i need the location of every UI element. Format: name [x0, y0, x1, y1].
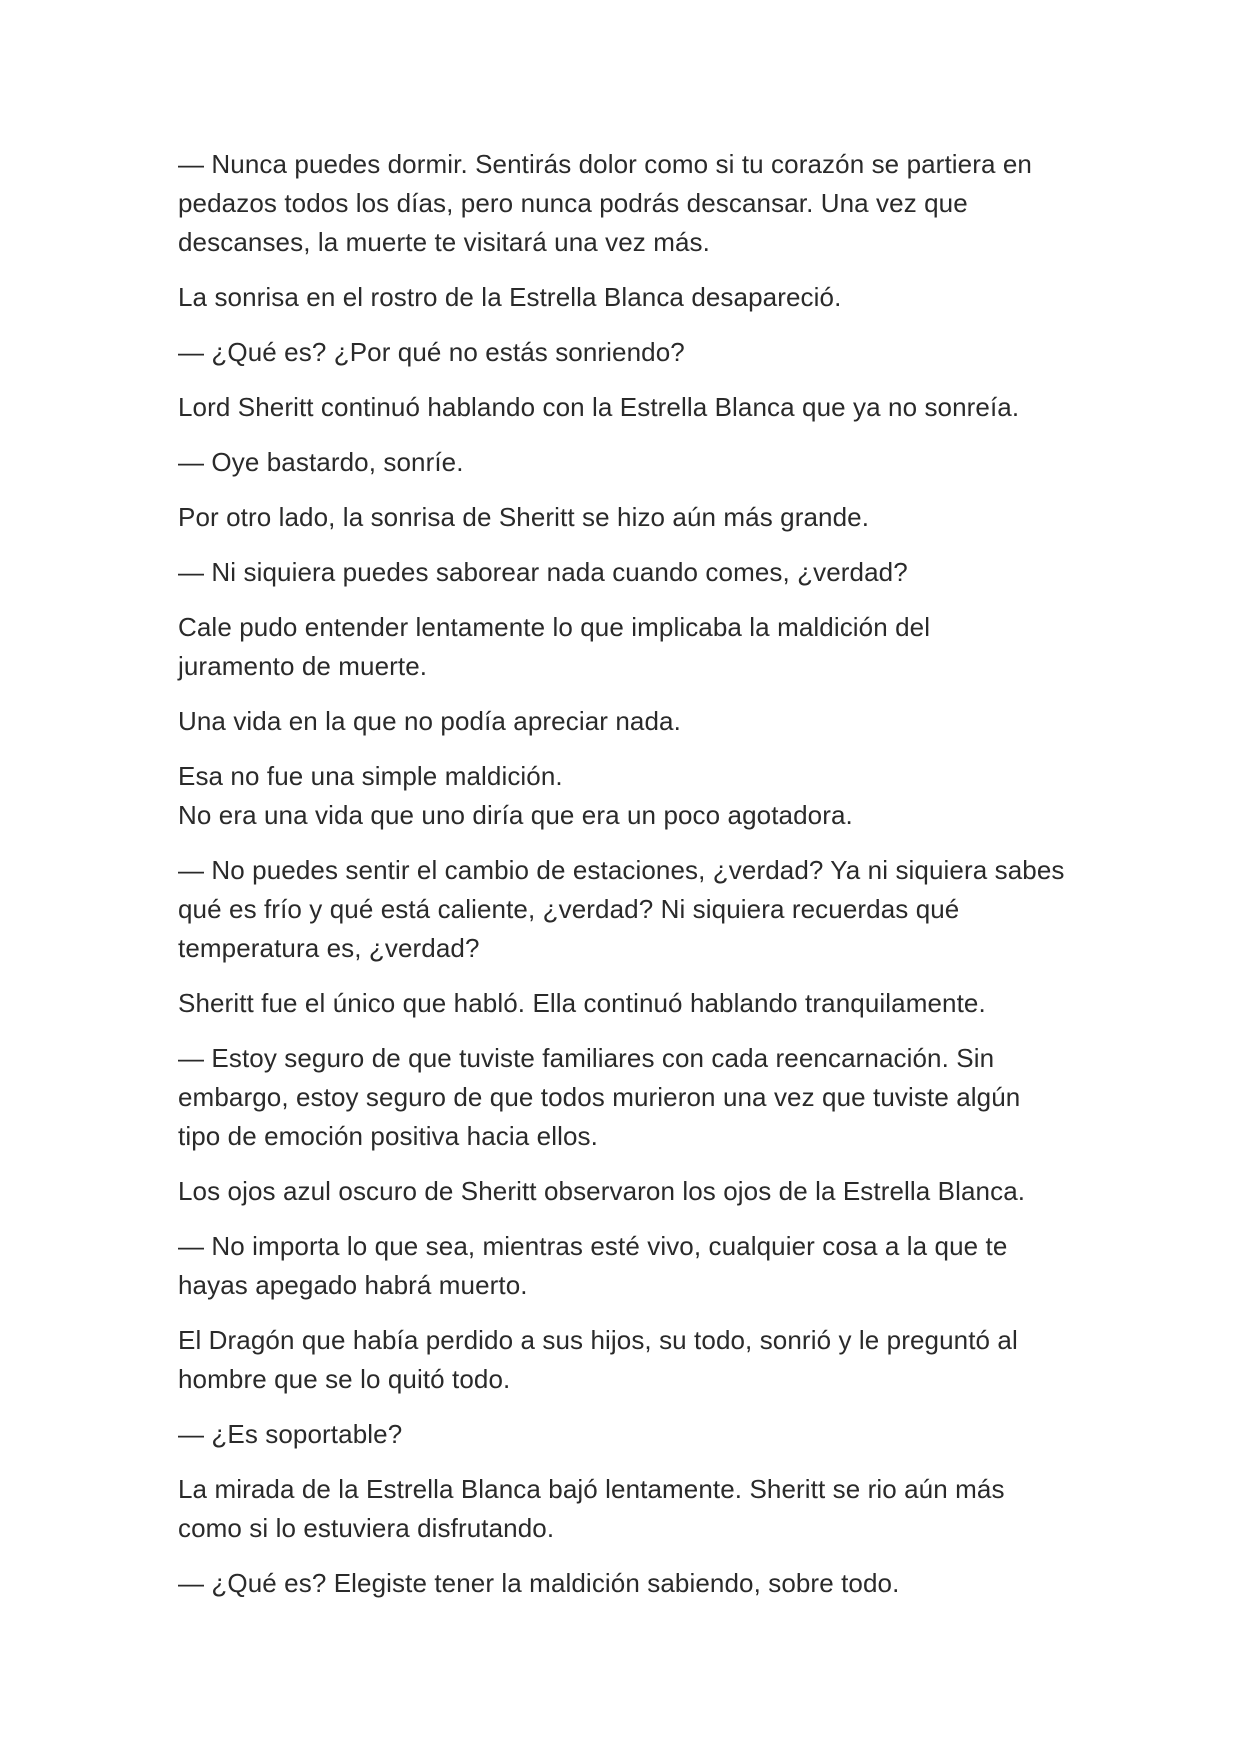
text-line: No era una vida que uno diría que era un poco agotadora.: [178, 800, 853, 830]
paragraph: [178, 1039, 1078, 1156]
paragraph: [178, 1227, 1078, 1305]
text-line: descanses, la muerte te visitará una vez más.: [178, 227, 710, 257]
text-line: El Dragón que había perdido a sus hijos, su todo, sonrió y le preguntó al: [178, 1325, 1018, 1355]
text-line: Una vida en la que no podía apreciar nada.: [178, 706, 681, 736]
paragraph: [178, 1415, 1078, 1454]
text-line: pedazos todos los días, pero nunca podrás descansar. Una vez que: [178, 188, 968, 218]
paragraph: [178, 553, 1078, 592]
paragraph: [178, 984, 1078, 1023]
text-line: — ¿Qué es? ¿Por qué no estás sonriendo?: [178, 337, 685, 367]
text-line: — Ni siquiera puedes saborear nada cuando comes, ¿verdad?: [178, 557, 908, 587]
text-line: juramento de muerte.: [178, 651, 428, 681]
text-line: — No importa lo que sea, mientras esté vivo, cualquier cosa a la que te: [178, 1231, 1008, 1261]
paragraph: [178, 443, 1078, 482]
text-line: Los ojos azul oscuro de Sheritt observaron los ojos de la Estrella Blanca.: [178, 1176, 1026, 1206]
paragraph: [178, 1172, 1078, 1211]
text-line: como si lo estuviera disfrutando.: [178, 1513, 555, 1543]
paragraph: [178, 388, 1078, 427]
text-line: — Nunca puedes dormir. Sentirás dolor como si tu corazón se partiera en: [178, 149, 1032, 179]
text-line: — Estoy seguro de que tuviste familiares con cada reencarnación. Sin: [178, 1043, 995, 1073]
paragraph: [178, 1564, 1078, 1603]
text-line: Lord Sheritt continuó hablando con la Estrella Blanca que ya no sonreía.: [178, 392, 1020, 422]
text-line: hayas apegado habrá muerto.: [178, 1270, 528, 1300]
text-line: — ¿Es soportable?: [178, 1419, 403, 1449]
text-line: La mirada de la Estrella Blanca bajó lentamente. Sheritt se rio aún más: [178, 1474, 1005, 1504]
text-line: — ¿Qué es? Elegiste tener la maldición sabiendo, sobre todo.: [178, 1568, 900, 1598]
text-line: — Oye bastardo, sonríe.: [178, 447, 464, 477]
text-line: La sonrisa en el rostro de la Estrella Blanca desapareció.: [178, 282, 842, 312]
text-line: Sheritt fue el único que habló. Ella continuó hablando tranquilamente.: [178, 988, 986, 1018]
paragraph: [178, 757, 1078, 835]
paragraph: [178, 851, 1078, 968]
text-line: temperatura es, ¿verdad?: [178, 933, 480, 963]
text-line: hombre que se lo quitó todo.: [178, 1364, 511, 1394]
paragraph: [178, 145, 1078, 262]
text-line: embargo, estoy seguro de que todos murieron una vez que tuviste algún: [178, 1082, 1021, 1112]
paragraph: [178, 608, 1078, 686]
paragraph: [178, 702, 1078, 741]
paragraph: [178, 498, 1078, 537]
paragraph: [178, 278, 1078, 317]
text-line: Esa no fue una simple maldición.: [178, 761, 563, 791]
paragraph: [178, 333, 1078, 372]
paragraph: [178, 1321, 1078, 1399]
paragraph: [178, 1470, 1078, 1548]
text-line: qué es frío y qué está caliente, ¿verdad? Ni siquiera recuerdas qué: [178, 894, 960, 924]
text-body: [178, 145, 1078, 1619]
text-line: tipo de emoción positiva hacia ellos.: [178, 1121, 598, 1151]
text-line: — No puedes sentir el cambio de estaciones, ¿verdad? Ya ni siquiera sabes: [178, 855, 1065, 885]
text-line: Cale pudo entender lentamente lo que implicaba la maldición del: [178, 612, 931, 642]
text-line: Por otro lado, la sonrisa de Sheritt se hizo aún más grande.: [178, 502, 870, 532]
